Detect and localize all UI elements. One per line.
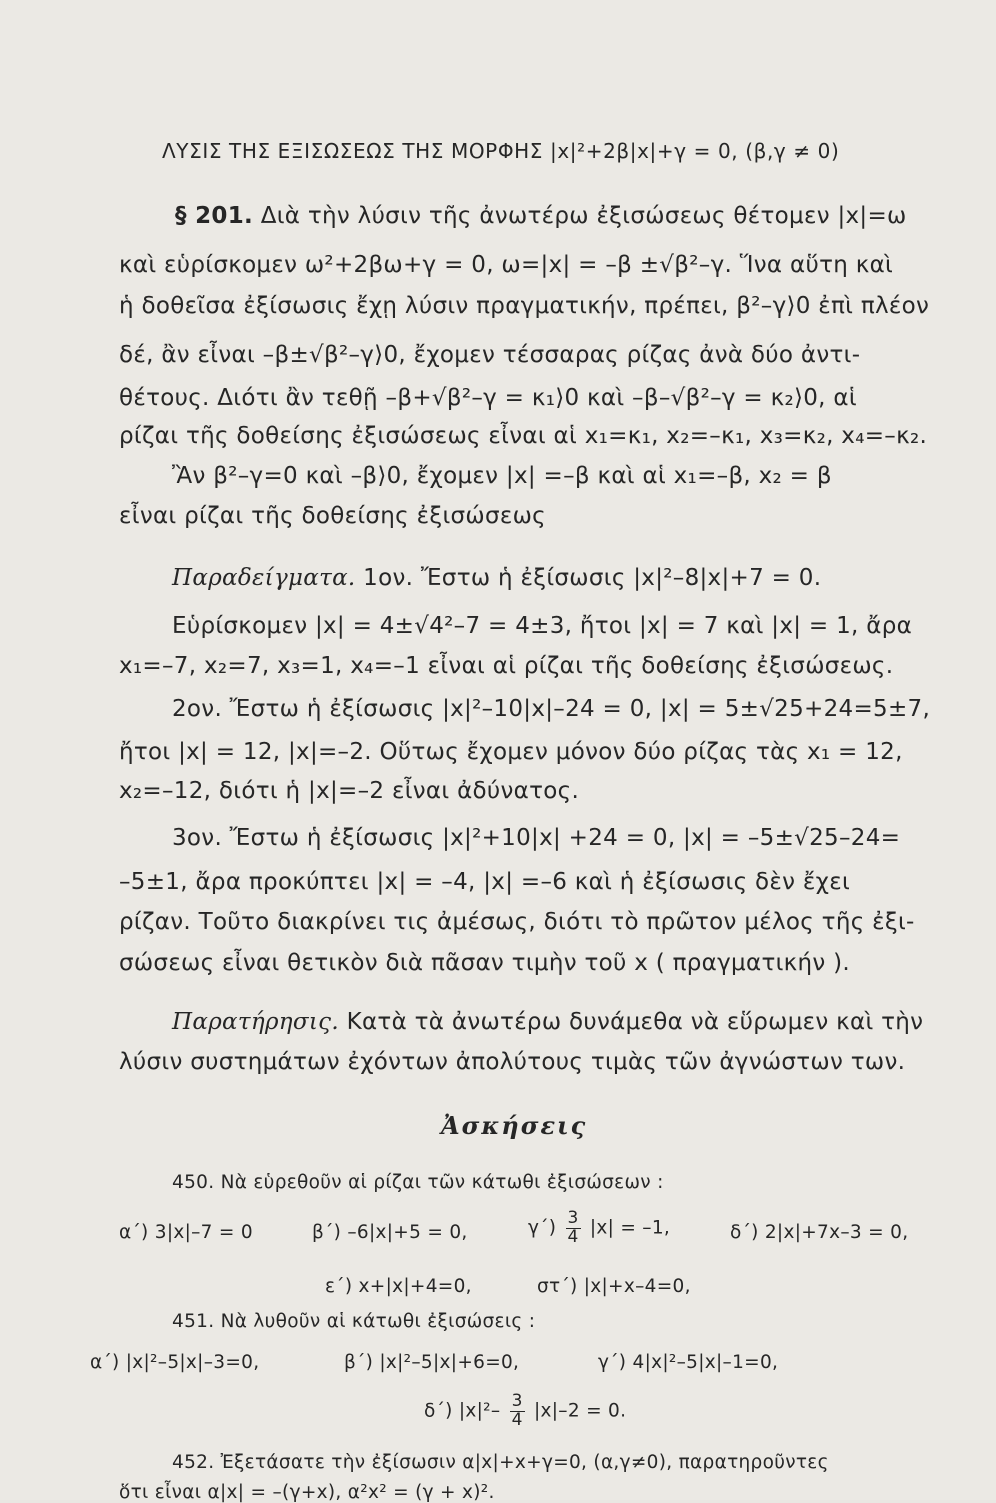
exercise-450-d: δ΄) 2|x|+7x–3 = 0, <box>730 1222 909 1243</box>
exercise-450-a: α΄) 3|x|–7 = 0 <box>119 1222 253 1243</box>
example-1-text: 1ον. Ἔστω ἡ ἐξίσωσις |x|²–8|x|+7 = 0. <box>363 565 822 591</box>
theory-text-1: Διὰ τὴν λύσιν τῆς ἀνωτέρω ἐξισώσεως θέτομεν |x|=ω <box>260 203 907 229</box>
examples-line-8: –5±1, ἄρα προκύπτει |x| = –4, |x| =–6 καὶ ἡ ἐξίσωσις δὲν ἔχει <box>119 869 851 895</box>
fraction-numerator: 3 <box>511 1391 523 1411</box>
exercise-450-e: ε΄) x+|x|+4=0, <box>325 1276 472 1297</box>
exercise-451-c: γ΄) 4|x|²–5|x|–1=0, <box>598 1352 779 1373</box>
remark-line-1 <box>172 1011 923 1034</box>
examples-line-7: 3ον. Ἔστω ἡ ἐξίσωσις |x|²+10|x| +24 = 0, |x| = –5±√25–24= <box>172 825 901 851</box>
theory-line-6: ρίζαι τῆς δοθείσης ἐξισώσεως εἶναι αἱ x₁=κ₁, x₂=–κ₁, x₃=κ₂, x₄=–κ₂. <box>119 423 928 449</box>
theory-line-5: θέτους. Διότι ἂν τεθῇ –β+√β²–γ = κ₁⟩0 καὶ –β–√β²–γ = κ₂⟩0, αἱ <box>119 385 857 411</box>
exercise-450-intro: 450. Νὰ εὑρεθοῦν αἱ ρίζαι τῶν κάτωθι ἐξισώσεων : <box>172 1172 664 1193</box>
section-number: § 201. <box>175 203 254 229</box>
exercise-452-line-1: 452. Ἐξετάσατε τὴν ἐξίσωσιν α|x|+x+γ=0, (α,γ≠0), παρατηροῦντες <box>172 1452 829 1473</box>
remark-text-1: Κατὰ τὰ ἀνωτέρω δυνάμεθα νὰ εὕρωμεν καὶ τὴν <box>346 1009 924 1035</box>
exercise-451-d-fraction <box>510 1393 525 1430</box>
remark-line-2: λύσιν συστημάτων ἐχόντων ἀπολύτους τιμὰς τῶν ἀγνώστων των. <box>119 1049 906 1075</box>
exercise-451-b: β΄) |x|²–5|x|+6=0, <box>344 1352 520 1373</box>
examples-line-10: σώσεως εἶναι θετικὸν διὰ πᾶσαν τιμὴν τοῦ x ( πραγματικήν ). <box>119 950 851 976</box>
examples-line-4: 2ον. Ἔστω ἡ ἐξίσωσις |x|²–10|x|–24 = 0, |x| = 5±√25+24=5±7, <box>172 696 931 722</box>
examples-label: Παραδείγματα. <box>172 565 356 591</box>
theory-line-4: δέ, ἂν εἶναι –β±√β²–γ⟩0, ἔχομεν τέσσαρας ρίζας ἀνὰ δύο ἀντι- <box>119 342 861 368</box>
exercise-450-b: β΄) –6|x|+5 = 0, <box>312 1222 468 1243</box>
exercise-452-line-2: ὅτι εἶναι α|x| = –(γ+x), α²x² = (γ + x)². <box>119 1482 495 1503</box>
fraction-denominator: 4 <box>567 1226 579 1247</box>
exercise-450-c-label: γ΄) <box>528 1217 557 1239</box>
exercise-450-c-fraction <box>566 1210 581 1247</box>
exercise-451-intro: 451. Νὰ λυθοῦν αἱ κάτωθι ἐξισώσεις : <box>172 1311 536 1332</box>
remark-label: Παρατήρησις. <box>172 1009 339 1035</box>
theory-line-3: ἡ δοθεῖσα ἐξίσωσις ἔχῃ λύσιν πραγματικήν, πρέπει, β²–γ⟩0 ἐπὶ πλέον <box>119 293 930 319</box>
exercises-heading: Ἀσκήσεις <box>441 1111 588 1140</box>
exercise-450-c <box>528 1210 670 1247</box>
fraction-numerator: 3 <box>567 1208 579 1228</box>
examples-line-1 <box>172 567 821 590</box>
theory-line-8: εἶναι ρίζαι τῆς δοθείσης ἐξισώσεως <box>119 503 546 529</box>
examples-line-2: Εὑρίσκομεν |x| = 4±√4²–7 = 4±3, ἤτοι |x| = 7 καὶ |x| = 1, ἄρα <box>172 613 913 639</box>
theory-line-1 <box>175 205 907 228</box>
examples-line-5: ἤτοι |x| = 12, |x|=–2. Οὕτως ἔχομεν μόνον δύο ρίζας τὰς x₁ = 12, <box>119 739 903 765</box>
examples-line-9: ρίζαν. Τοῦτο διακρίνει τις ἀμέσως, διότι τὸ πρῶτον μέλος τῆς ἐξι- <box>119 909 915 935</box>
theory-line-7: Ἂν β²–γ=0 καὶ –β⟩0, ἔχομεν |x| =–β καὶ αἱ x₁=–β, x₂ = β <box>172 463 832 489</box>
exercise-451-d-label: δ΄) |x|²– <box>424 1400 501 1422</box>
exercise-451-a: α΄) |x|²–5|x|–3=0, <box>90 1352 260 1373</box>
exercise-451-d <box>424 1393 626 1430</box>
theory-line-2: καὶ εὑρίσκομεν ω²+2βω+γ = 0, ω=|x| = –β ±√β²–γ. Ἵνα αὕτη καὶ <box>119 252 894 278</box>
exercise-450-c-rest: |x| = –1, <box>589 1217 671 1239</box>
examples-line-3: x₁=–7, x₂=7, x₃=1, x₄=–1 εἶναι αἱ ρίζαι τῆς δοθείσης ἐξισώσεως. <box>119 653 894 679</box>
fraction-denominator: 4 <box>511 1409 523 1430</box>
examples-line-6: x₂=–12, διότι ἡ |x|=–2 εἶναι ἀδύνατος. <box>119 778 580 804</box>
exercise-450-st: στ΄) |x|+x–4=0, <box>537 1276 691 1297</box>
section-title: ΛΥΣΙΣ ΤΗΣ ΕΞΙΣΩΣΕΩΣ ΤΗΣ ΜΟΡΦΗΣ |x|²+2β|x|+γ = 0, (β,γ ≠ 0) <box>162 139 840 163</box>
exercise-451-d-rest: |x|–2 = 0. <box>533 1400 627 1422</box>
